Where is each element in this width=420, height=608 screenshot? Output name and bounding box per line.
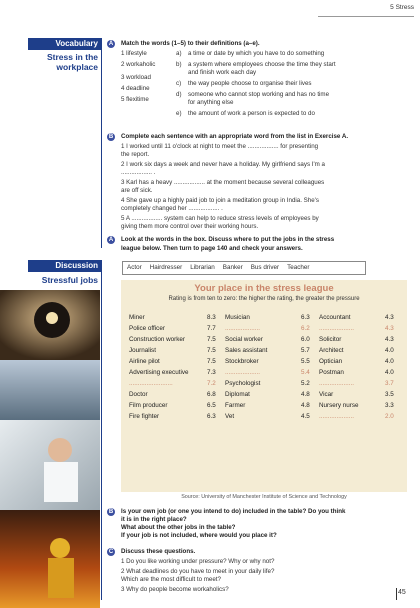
discussion-a-line-1: Look at the words in the box. Discuss where to put the jobs in the stress [121, 236, 335, 243]
job-word: Actor [127, 264, 142, 271]
discussion-c-line: 3 Why do people become workaholics? [121, 586, 229, 593]
header-rule [318, 16, 414, 17]
league-rating: 5.4 [301, 369, 310, 376]
league-job: Fire fighter [129, 413, 160, 420]
league-job: Journalist [129, 347, 156, 354]
league-job: Accountant [319, 314, 351, 321]
league-job: Optician [319, 358, 343, 365]
definition-letter: b) [176, 61, 182, 68]
league-job: .................... [225, 369, 260, 376]
section-subtitle-line-2: workplace [56, 62, 98, 72]
league-job: Miner [129, 314, 145, 321]
league-job: Solicitor [319, 336, 342, 343]
section-subtitle-discussion: Stressful jobs [41, 275, 98, 285]
discussion-b-line: it is in the right place? [121, 516, 187, 523]
vocab-word: 2 workaholic [121, 61, 156, 68]
league-rating: 8.3 [207, 314, 216, 321]
league-rating: 7.5 [207, 358, 216, 365]
discussion-badge-c: C [108, 549, 114, 555]
discussion-c-line: Which are the most difficult to meet? [121, 576, 221, 583]
sentence-line: the report. [121, 151, 150, 158]
exercise-b-instruction: Complete each sentence with an appropriate word from the list in Exercise A. [121, 133, 349, 140]
definition-text: someone who cannot stop working and has no time [188, 91, 330, 98]
discussion-badge-a: A [108, 237, 114, 243]
section-tag-vocabulary: Vocabulary [28, 38, 102, 50]
league-rating: 7.5 [207, 347, 216, 354]
page-number: 45 [398, 589, 406, 596]
job-word: Librarian [190, 264, 215, 271]
league-subtitle: Rating is from ten to zero: the higher the rating, the greater the pressure [168, 296, 360, 302]
league-job: Psychologist [225, 380, 261, 387]
league-title: Your place in the stress league [194, 283, 334, 294]
league-rating: 4.0 [385, 369, 394, 376]
section-tag-discussion: Discussion [28, 260, 102, 272]
league-rating: 6.2 [301, 325, 310, 332]
vocab-word: 3 workload [121, 74, 151, 81]
league-rating: 7.7 [207, 325, 216, 332]
vocab-word: 5 flexitime [121, 96, 149, 103]
exercise-a-instruction: Match the words (1–5) to their definitions (a–e). [121, 40, 260, 47]
league-job: Social worker [225, 336, 263, 343]
running-header: 5 Stress [390, 4, 414, 11]
league-job: Stockbroker [225, 358, 259, 365]
league-rating: 5.7 [301, 347, 310, 354]
sentence-line: completely changed her .................. . [121, 205, 223, 212]
league-rating: 7.2 [207, 380, 216, 387]
league-job: Nursery nurse [319, 402, 359, 409]
photo-collage [0, 290, 100, 608]
job-word-box [122, 261, 366, 275]
sentence-line: 1 I worked until 11 o'clock at night to meet the .................. for presenting [121, 143, 319, 150]
discussion-c-title: Discuss these questions. [121, 548, 196, 555]
league-rating: 7.3 [207, 369, 216, 376]
league-rating: 4.3 [385, 314, 394, 321]
league-job: Vet [225, 413, 235, 420]
league-rating: 4.8 [301, 391, 310, 398]
league-rating: 4.5 [301, 413, 310, 420]
league-job: Film producer [129, 402, 168, 409]
sentence-line: giving them more control over their working hours. [121, 223, 259, 230]
discussion-c-line: 1 Do you like working under pressure? Why or why not? [121, 558, 275, 565]
sentence-line: 5 A .................. system can help to reduce stress levels of employees by [121, 215, 319, 222]
job-word: Teacher [287, 264, 310, 271]
job-word: Hairdresser [149, 264, 183, 271]
league-rating: 4.8 [301, 402, 310, 409]
league-rating: 4.0 [385, 347, 394, 354]
league-job: Diplomat [225, 391, 250, 398]
league-rating: 6.0 [301, 336, 310, 343]
exercise-badge-b: B [108, 134, 114, 140]
job-word: Bus driver [250, 264, 280, 271]
sentence-line: 3 Karl has a heavy .................. at the moment because several colleagues [121, 179, 325, 186]
discussion-b-line: If your job is not included, where would you place it? [121, 532, 277, 539]
league-job: Construction worker [129, 336, 185, 343]
league-job: Musician [225, 314, 250, 321]
league-rating: 6.5 [207, 402, 216, 409]
definition-letter: d) [176, 91, 182, 98]
discussion-c-line: 2 What deadlines do you have to meet in your daily life? [121, 568, 275, 575]
sentence-line: .................. . [121, 169, 156, 176]
league-job: .................... [319, 380, 354, 387]
discussion-badge-b: B [108, 509, 114, 515]
league-job: Farmer [225, 402, 246, 409]
definition-letter: a) [176, 50, 182, 57]
league-rating: 6.3 [301, 314, 310, 321]
league-rating: 5.5 [301, 358, 310, 365]
league-job: .................... [319, 413, 354, 420]
discussion-a-line-2: league below. Then turn to page 140 and check your answers. [121, 245, 303, 252]
definition-text: a system where employees choose the time they start [188, 61, 336, 68]
page-number-rule [396, 588, 397, 600]
league-rating: 7.5 [207, 336, 216, 343]
discussion-rule [101, 260, 102, 600]
vocab-word: 4 deadline [121, 85, 150, 92]
league-job: Doctor [129, 391, 148, 398]
league-job: Postman [319, 369, 344, 376]
league-job: Airline pilot [129, 358, 160, 365]
league-job: Vicar [319, 391, 334, 398]
vocabulary-rule [101, 38, 102, 248]
definition-text: a time or date by which you have to do something [188, 50, 325, 57]
league-job: Sales assistant [225, 347, 268, 354]
league-job: ......................... [129, 380, 173, 387]
definition-text: and finish work each day [188, 69, 257, 76]
definition-text: the way people choose to organise their lives [188, 80, 312, 87]
section-subtitle-line-1: Stress in the [46, 52, 98, 62]
league-rating: 6.8 [207, 391, 216, 398]
league-rating: 3.7 [385, 380, 394, 387]
sentence-line: 4 She gave up a highly paid job to join a meditation group in India. She's [121, 197, 319, 204]
job-word: Banker [222, 264, 243, 271]
stress-league-table [121, 280, 407, 492]
league-rating: 4.3 [385, 336, 394, 343]
league-job: Architect [319, 347, 344, 354]
league-source: Source: University of Manchester Institute of Science and Technology [181, 494, 347, 500]
league-rating: 2.0 [385, 413, 394, 420]
pilot-photo [0, 360, 100, 420]
league-rating: 4.3 [385, 325, 394, 332]
sentence-line: are off sick. [121, 187, 153, 194]
definition-text: for anything else [188, 99, 234, 106]
league-rating: 5.2 [301, 380, 310, 387]
league-rating: 4.0 [385, 358, 394, 365]
league-job: .................... [319, 325, 354, 332]
league-rating: 6.3 [207, 413, 216, 420]
definition-letter: c) [176, 80, 182, 87]
league-job: Advertising executive [129, 369, 189, 376]
league-rating: 3.3 [385, 402, 394, 409]
exercise-badge-a: A [108, 41, 114, 47]
discussion-b-line: Is your own job (or one you intend to do) included in the table? Do you think [121, 508, 346, 515]
league-job: Police officer [129, 325, 165, 332]
definition-text: the amount of work a person is expected to do [188, 110, 315, 117]
sentence-line: 2 I work six days a week and never have a holiday. My girlfriend says I'm a [121, 161, 325, 168]
league-job: .................... [225, 325, 260, 332]
definition-letter: e) [176, 110, 182, 117]
discussion-b-line: What about the other jobs in the table? [121, 524, 236, 531]
vocab-word: 1 lifestyle [121, 50, 147, 57]
league-rating: 3.5 [385, 391, 394, 398]
